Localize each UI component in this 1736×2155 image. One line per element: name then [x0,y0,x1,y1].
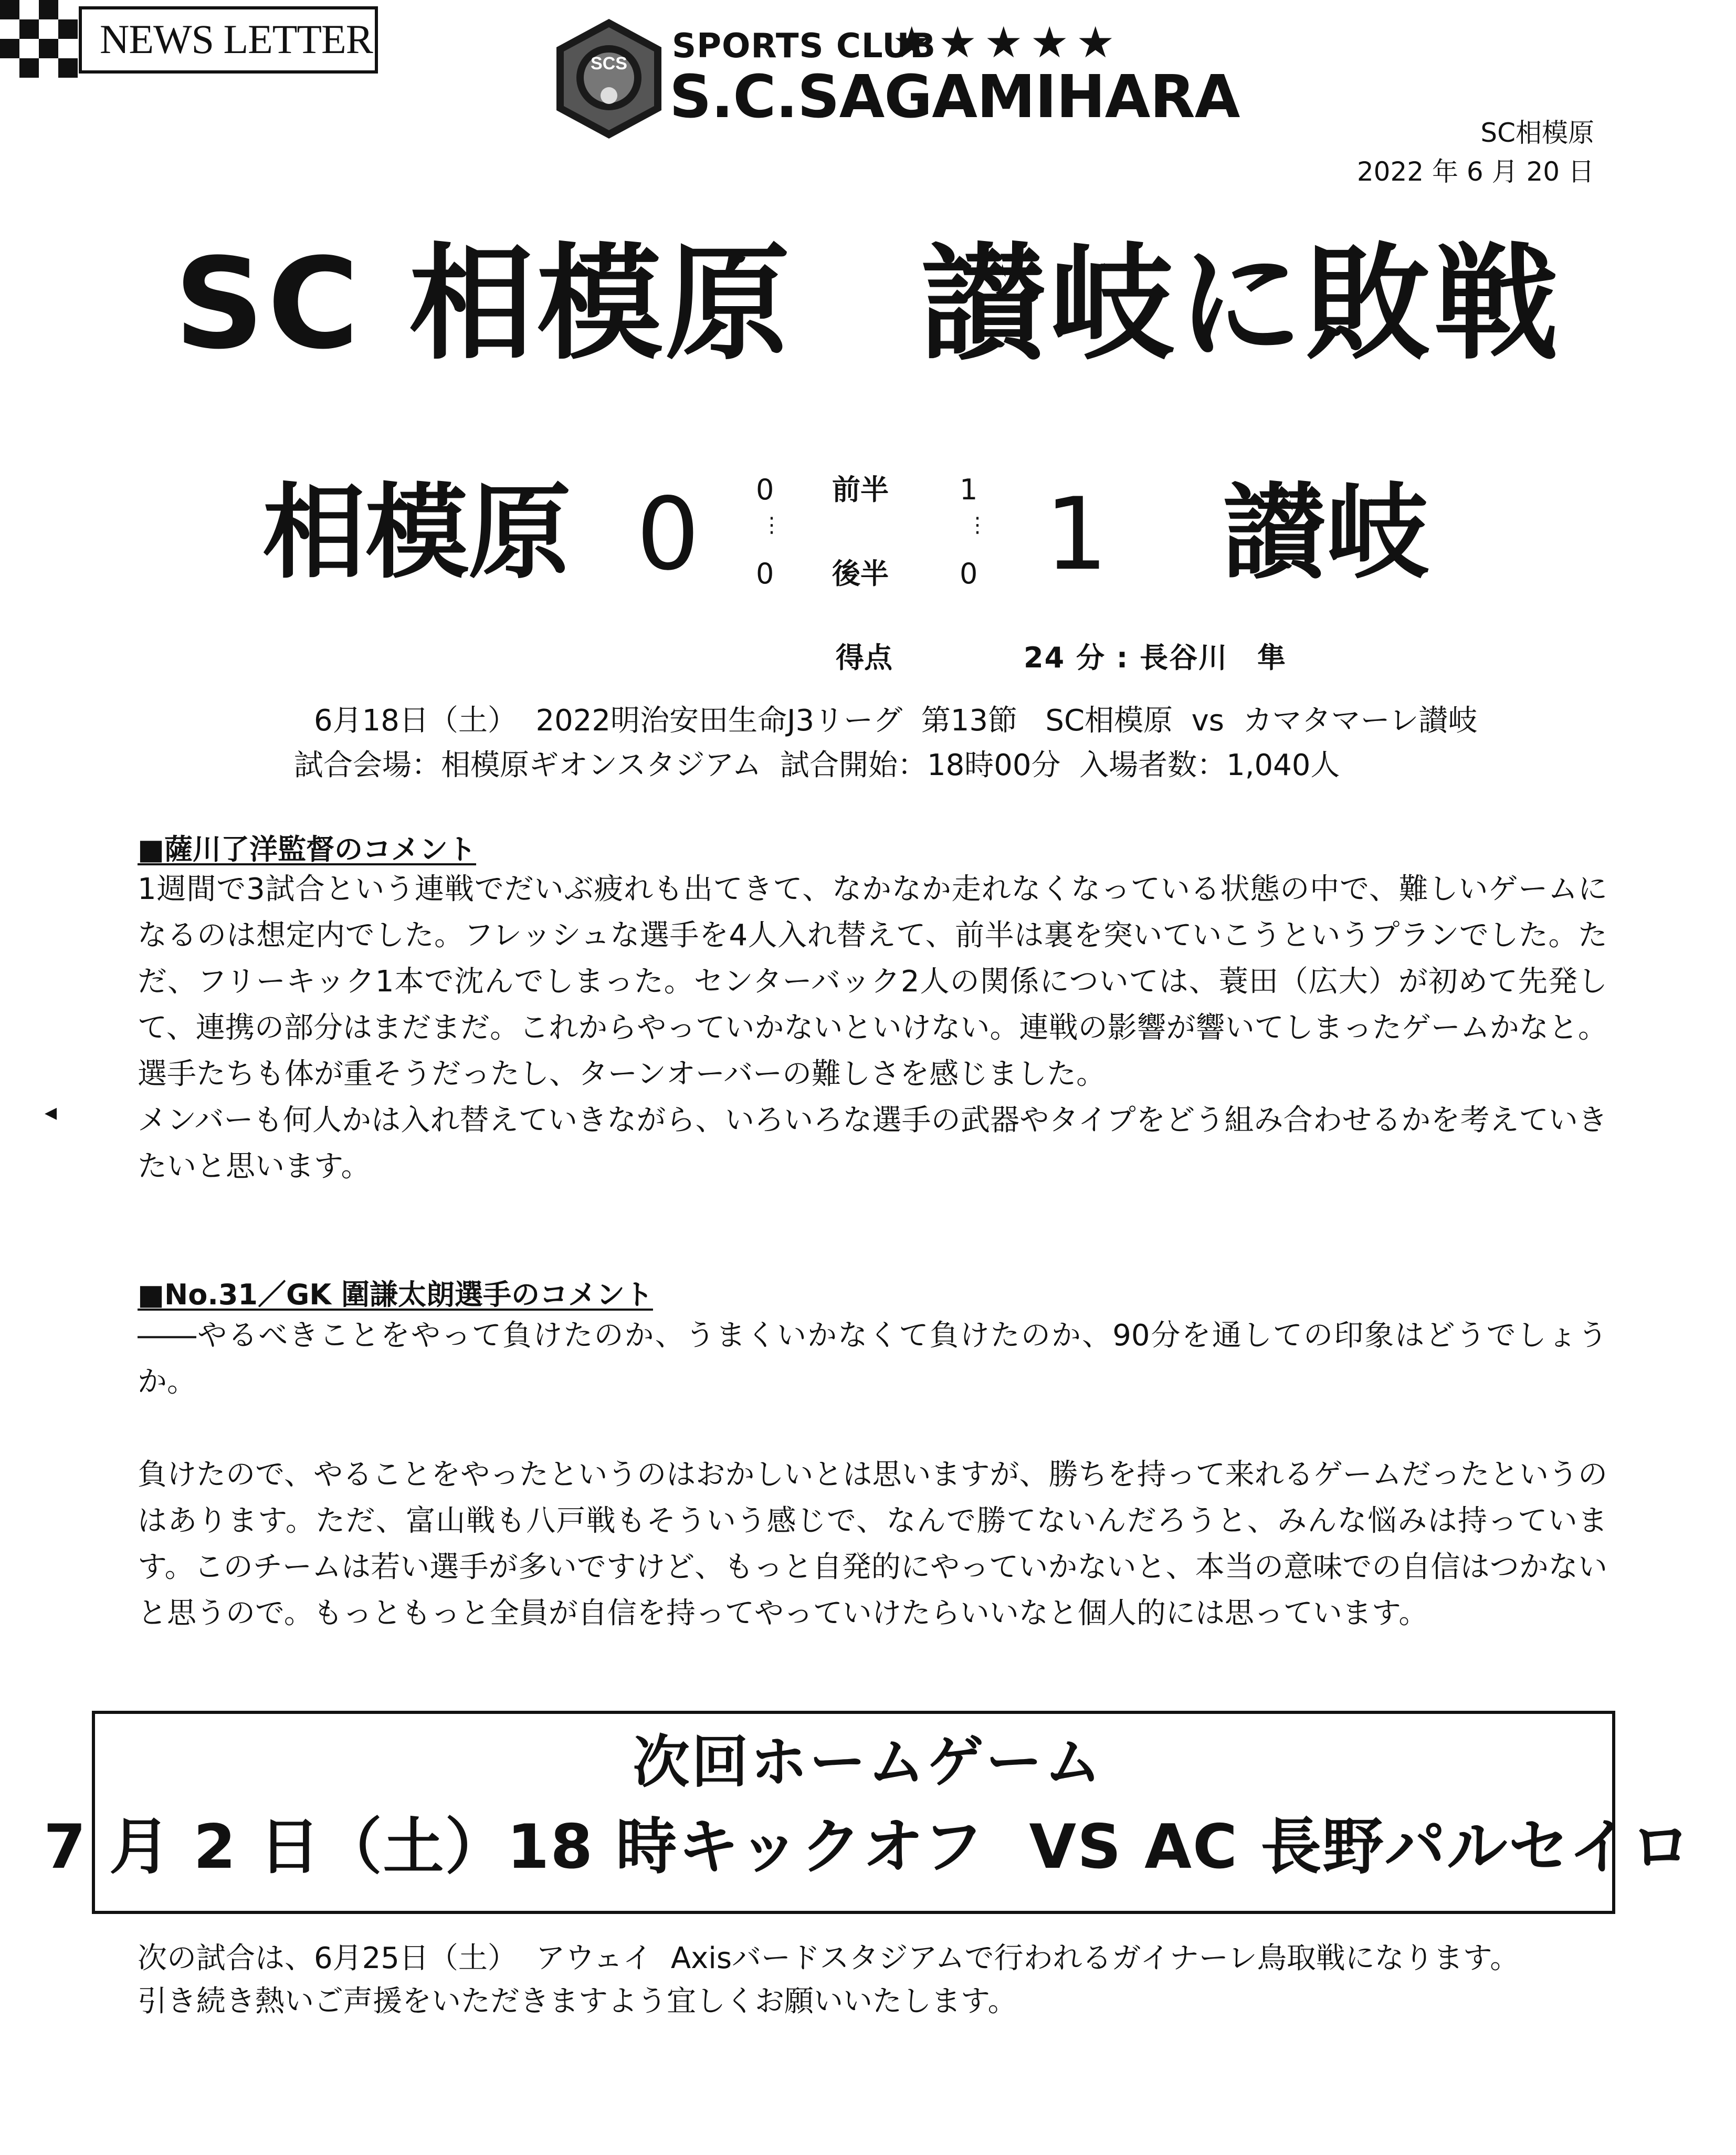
score-divider-right: ⋮ [967,513,988,537]
closing-note: 引き続き熱いご声援をいただきますよう宜しくお願いいたします。 [138,1984,1017,2018]
home-team: 相模原 [262,473,572,593]
club-name: S.C.SAGAMIHARA [669,63,1240,131]
issue-date: 2022 年 6 月 20 日 [1356,156,1594,187]
newsletter-label: NEWS LETTER [100,16,373,62]
home-second-half-score: 0 [756,557,774,590]
next-home-game-detail: 7 月 2 日（土）18 時キックオフ VS AC 長野パルセイロ [44,1812,1692,1882]
away-second-half-score: 0 [960,557,978,590]
issuer: SC相模原 [1480,118,1594,148]
away-first-half-score: 1 [960,473,978,506]
player-comment-heading: ■No.31／GK 圍謙太朗選手のコメント [138,1278,653,1311]
goal-label: 得点 [836,641,892,674]
coach-paragraph: メンバーも何人かは入れ替えていきながら、いろいろな選手の武器やタイプをどう組み合わせるかを考えていきたいと思います。 [138,1103,1607,1184]
coach-paragraph: 1週間で3試合という連戦でだいぶ疲れも出てきて、なかなか走れなくなっている状態の中で、難しいゲームになるのは想定内でした。フレッシュな選手を4人入れ替えて、前半は裏を突いていこうというプランでした。ただ、フリーキック1本で沈んでしまった。センターバック2人の関係については、蓑田（広大）が初めて先発して、連携の部分はまだまだ。これからやっていかないといけない。連戦の影響が響いてしまったゲームかなと。選手たちも体が重そうだったし、ターンオーバーの難しさを感じました。 [138,872,1607,1091]
match-info-line: 6月18日（土） 2022明治安田生命J3リーグ 第13節 SC相模原 vs カマタマーレ讃岐 [314,704,1478,738]
player-answer: 負けたので、やることをやったというのはおかしいとは思いますが、勝ちを持って来れるゲームだったというのはあります。ただ、富山戦も八戸戦もそういう感じで、なんで勝てないんだろうと、みんな悩みは持っています。このチームは若い選手が多いですけど、もっと自発的にやっていかないと、本当の意味での自信はつかないと思うので。もっともっと全員が自信を持ってやっていけたらいいなと個人的には思っています。 [138,1458,1607,1630]
first-half-label: 前半 [832,473,889,506]
home-first-half-score: 0 [756,473,774,506]
second-half-label: 後半 [832,557,889,590]
away-team: 讃岐 [1223,473,1429,593]
home-total-score: 0 [636,476,700,592]
newsletter-tag [0,0,381,79]
checker-icon [0,0,79,79]
away-total-score: 1 [1045,476,1108,592]
goal-detail: 24 分 : 長谷川 隼 [1024,641,1287,674]
next-home-game-title: 次回ホームゲーム [633,1730,1103,1795]
score-divider-left: ⋮ [761,513,782,537]
margin-arrow-icon: ◀ [45,1104,57,1122]
next-match-note: 次の試合は、6月25日（土） アウェイ Axisバードスタジアムで行われるガイナーレ鳥取戦になります。 [138,1941,1520,1975]
headline: SC 相模原 讃岐に敗戦 [174,232,1562,377]
coach-comment-body [138,866,1607,1190]
logo-text: SCS [591,54,627,74]
interview-question: ――やるべきことをやって負けたのか、うまくいかなくて負けたのか、90分を通しての印象はどうでしょうか。 [138,1319,1607,1399]
venue-info-line: 試合会場：相模原ギオンスタジアム 試合開始：18時00分 入場者数：1,040人 [294,748,1340,782]
club-subtitle: SPORTS CLUB [672,27,937,66]
stars-icon: ★★★★★ [892,18,1122,68]
coach-comment-heading: ■薩川了洋監督のコメント [138,833,477,866]
club-crest-icon [546,16,672,142]
